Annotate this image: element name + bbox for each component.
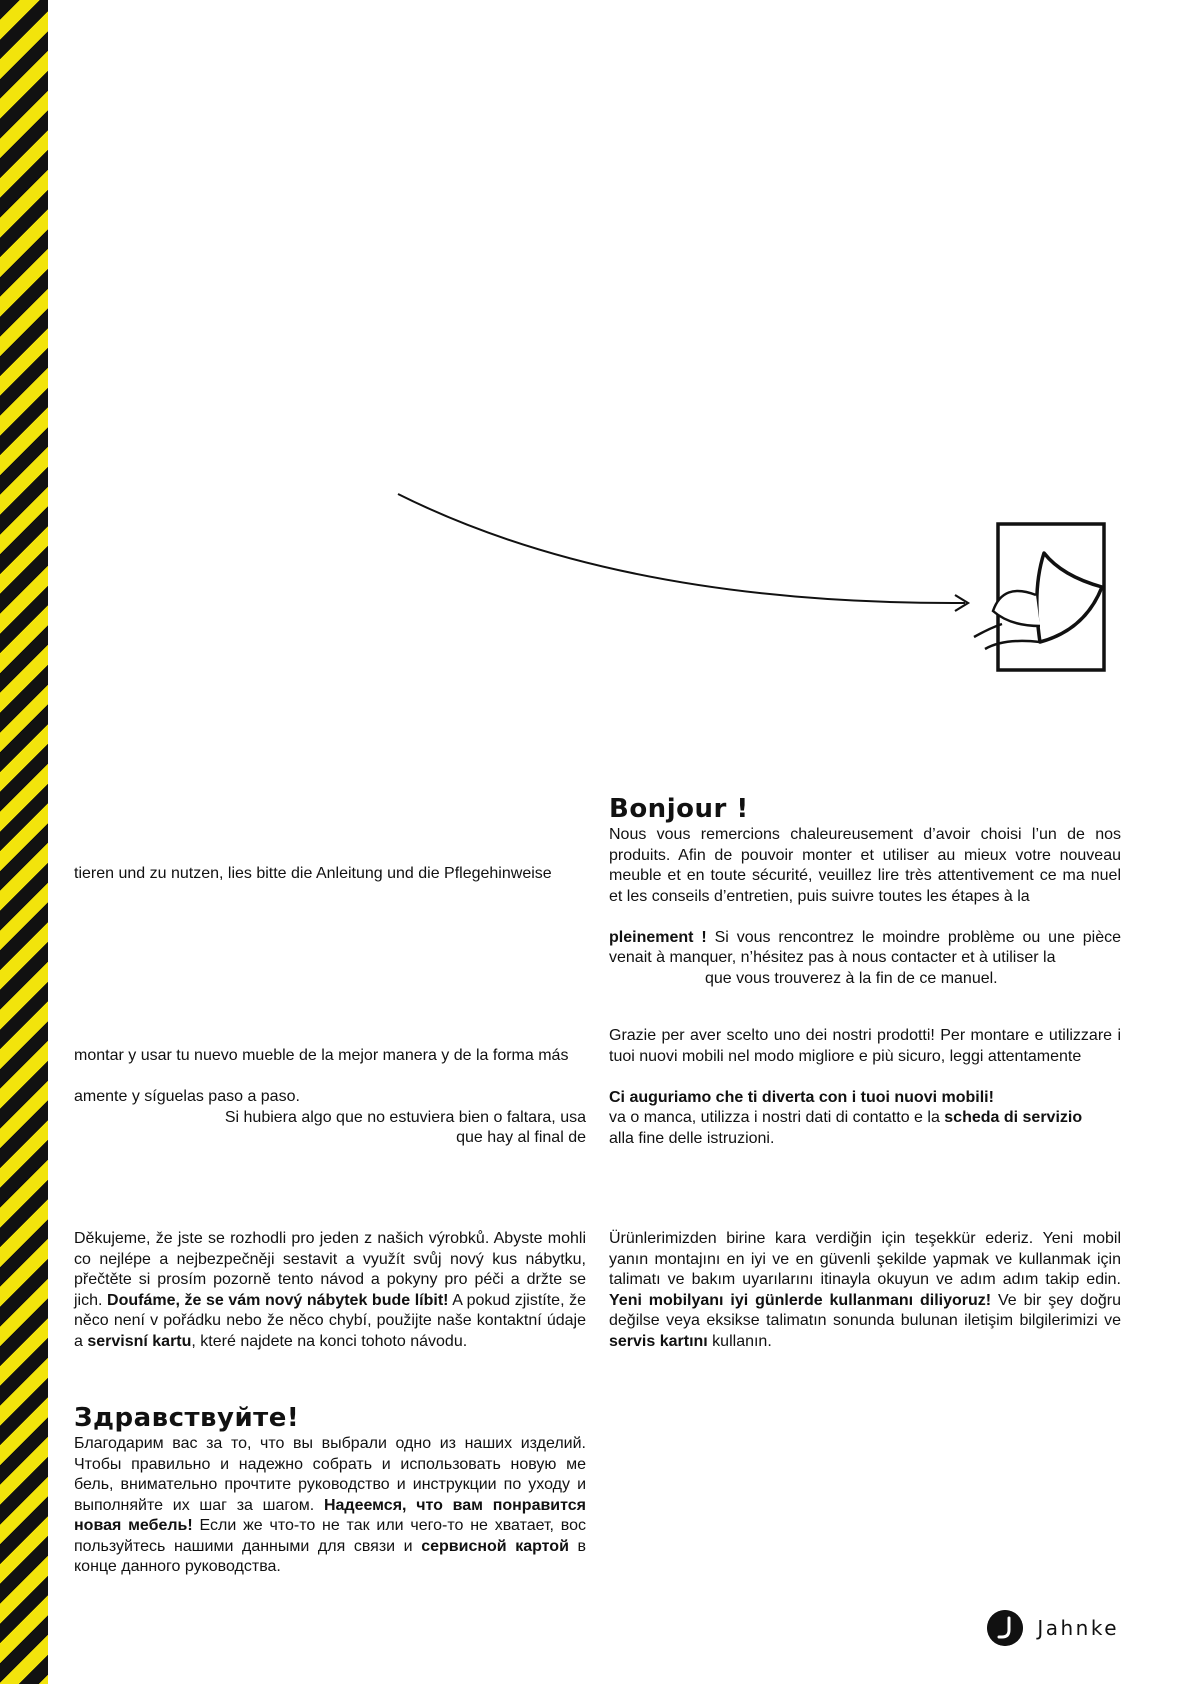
jahnke-logo-mark xyxy=(987,1610,1023,1646)
french-paragraph-3: que vous trouverez à la fin de ce manuel. xyxy=(705,969,998,987)
czech-paragraph xyxy=(74,1229,586,1352)
czech-text-span-1: Děkujeme, že jste se rozhodli pro jeden z našich výrobků. Abyste mohli co nejlépe a nejbezpečněji sestavit a využít svůj nový kus nábytku, přečtěte si prosím pozorně tento návod a pokyny pro péči a držte se jich. xyxy=(74,1230,586,1309)
french-paragraph-2 xyxy=(609,928,1121,969)
jahnke-wordmark: Jahnke xyxy=(1037,1616,1119,1640)
french-paragraph-1: Nous vous remercions chaleureusement d’avoir choisi l’un de nos produits. Afin de pouvoir monter et utiliser au mieux votre nouveau meuble et en toute sécurité, veuillez lire très attentivement ce ma nuel et les conseils d’entretien, puis suivre toutes les étapes à la xyxy=(609,826,1121,905)
curved-arrow-icon xyxy=(398,494,965,603)
czech-service-card: servisní kartu xyxy=(87,1332,192,1350)
turkish-text-span-3: kullanın. xyxy=(707,1332,772,1350)
french-text-block xyxy=(609,793,1121,989)
italian-text-span: va o manca, utilizza i nostri dati di contatto e la xyxy=(609,1109,945,1126)
russian-service-card: сервисной картой xyxy=(421,1537,569,1555)
italian-paragraph-3: alla fine delle istruzioni. xyxy=(609,1129,775,1147)
turkish-paragraph xyxy=(609,1229,1121,1352)
turkish-text-span-1: Ürünlerimizden birine kara verdiğin için teşekkür ederiz. Yeni mobil yanın montajını en iyi ve en güvenli şekilde yapmak ve kullanmak için talimatı ve bakım uyarılarını itinayla okuyun ve adım adım takip edin. xyxy=(609,1230,1121,1288)
russian-text-span-1: Благодарим вас за то, что вы выбрали одно из наших изделий. Чтобы правильно и надежно собрать и использовать новую ме бель, внимательно прочтите руководство и инструкции по уходу и выполняйте их шаг за шагом. xyxy=(74,1435,586,1514)
page-turn-icon xyxy=(974,524,1104,670)
czech-bold-phrase: Doufáme, že se vám nový nábytek bude líbit! xyxy=(107,1291,449,1309)
russian-bold-phrase: Надеемся, что вам понравится новая мебель! xyxy=(74,1496,586,1534)
turkish-service-card: servis kartını xyxy=(609,1332,708,1350)
french-heading: Bonjour ! xyxy=(609,794,749,824)
spanish-line-4: que hay al final de xyxy=(456,1129,586,1146)
czech-text-block xyxy=(74,1229,586,1352)
german-text-line: tieren und zu nutzen, lies bitte die Anleitung und die Pflegehinweise xyxy=(74,865,552,882)
italian-text-block xyxy=(609,1026,1121,1149)
czech-text-span-3: , které najdete na konci tohoto návodu. xyxy=(191,1332,468,1350)
russian-heading: Здравствуйте! xyxy=(74,1403,300,1433)
italian-service-card: scheda di servizio xyxy=(944,1109,1083,1126)
czech-text-span-2: A pokud zjistíte, že něco není v pořádku nebo že něco chybí, použijte naše kontaktní údaje a xyxy=(74,1291,586,1350)
spanish-text-block xyxy=(74,1046,586,1149)
italian-bold-phrase: Ci auguriamo che ti diverta con i tuoi nuovi mobili! xyxy=(609,1088,994,1106)
russian-text-block xyxy=(74,1402,586,1578)
russian-text-span-2: Если же что-то не так или чего-то не хватает, вос пользуйтесь нашими данными для связи и xyxy=(74,1517,587,1555)
turkish-text-span-2: Ve bir şey doğru değilse veya eksikse talimatın sonunda bulunan iletişim bilgilerimizi ve xyxy=(609,1291,1121,1329)
spanish-line-2: amente y síguelas paso a paso. xyxy=(74,1088,300,1105)
turkish-bold-phrase: Yeni mobilyanı iyi günlerde kullanmanı diliyoruz! xyxy=(609,1291,992,1309)
italian-bold-line xyxy=(609,1088,1121,1109)
italian-paragraph-2 xyxy=(609,1108,1121,1129)
french-bold-phrase: pleinement ! xyxy=(609,928,707,946)
french-text-span: Si vous rencontrez le moindre problème ou une pièce venait à manquer, n’hésitez pas à nous contacter et à utiliser la xyxy=(609,928,1122,966)
italian-paragraph-1: Grazie per aver scelto uno dei nostri prodotti! Per montare e utilizzare i tuoi nuovi mobili nel modo migliore e più sicuro, leggi attentamente xyxy=(609,1027,1121,1065)
russian-text-span-3: в конце данного руководства. xyxy=(74,1537,586,1575)
russian-paragraph xyxy=(74,1434,586,1578)
jahnke-logo xyxy=(987,1610,1119,1646)
spanish-line-1: montar y usar tu nuevo mueble de la mejor manera y de la forma más xyxy=(74,1047,569,1064)
spanish-line-3: Si hubiera algo que no estuviera bien o faltara, usa xyxy=(224,1108,586,1126)
turkish-text-block xyxy=(609,1229,1121,1352)
german-text-block xyxy=(74,864,586,885)
